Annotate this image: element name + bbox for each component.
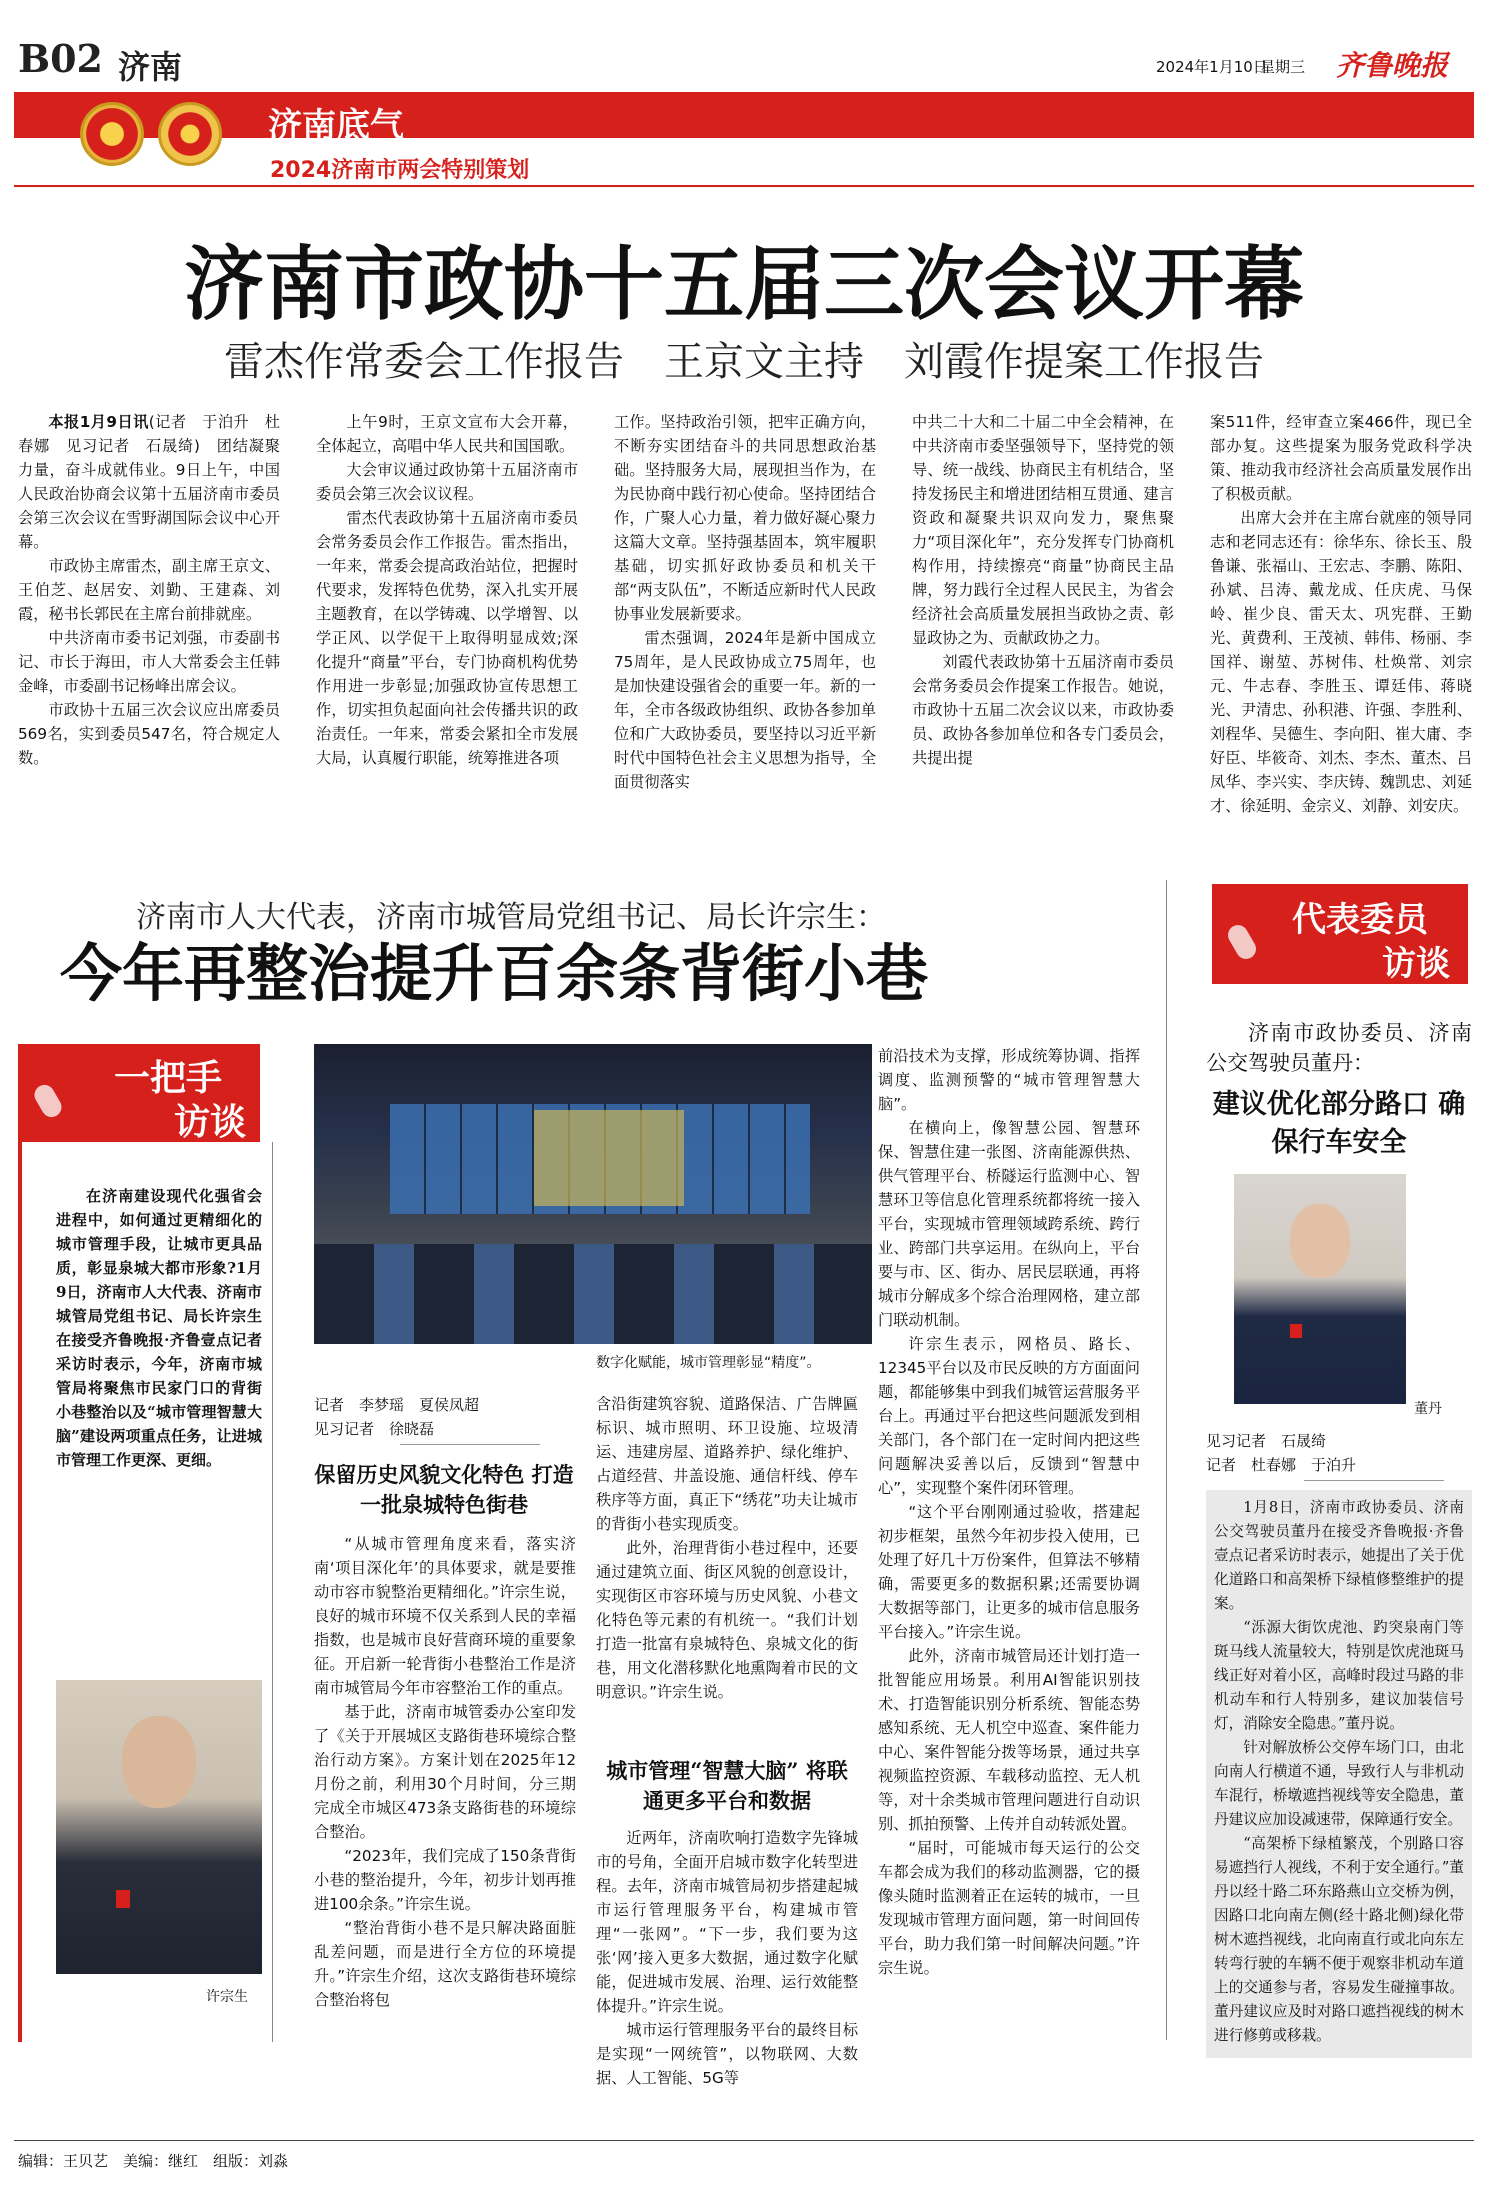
story1-paragraph: 雷杰强调，2024年是新中国成立75周年，是人民政协成立75周年，也是加快建设强省会的重要一年。新的一年，全市各级政协组织、政协各参加单位和广大政协委员，要坚持以习近平新时代中国特色社会主义思想为指导，全面贯彻落实 xyxy=(614,629,876,791)
portrait-caption: 许宗生 xyxy=(206,1989,248,2005)
microphone-icon xyxy=(31,1081,65,1120)
map-screen xyxy=(534,1110,684,1206)
story2-paragraph: “届时，可能城市每天运行的公交车都会成为我们的移动监测器，它的摄像头随时监测着正在运转的城市，一旦发现城市管理方面问题，第一时间回传平台，助力我们第一时间解决问题。”许宗生说。 xyxy=(878,1839,1140,1977)
story2-colB xyxy=(596,1392,858,1704)
story3-paragraph: 针对解放桥公交停车场门口，由北向南人行横道不通，导致行人与非机动车混行，桥墩遮挡视线等安全隐患，董丹建议应加设减速带，保障通行安全。 xyxy=(1214,1739,1464,1828)
sidebar-divider xyxy=(1166,880,1167,2040)
banner-subtitle: 2024济南市两会特别策划 xyxy=(270,158,530,183)
story2-headline: 今年再整治提升百余条背街小巷 xyxy=(60,937,929,1010)
story2-paragraph: 许宗生表示，网格员、路长、12345平台以及市民反映的方方面面问题，都能够集中到我们城管运营服务平台上。再通过平台把这些问题派发到相关部门，各个部门在一定时间内把这些问题解决妥善以后，反馈到“智慧中心”，实现整个案件闭环管理。 xyxy=(878,1335,1140,1497)
kicker-text: 济南市政协委员、济南公交驾驶员董丹： xyxy=(1206,1021,1472,1075)
story1-lead-text: (记者 于泊升 杜春娜 见习记者 石晟绮) 团结凝聚力量，奋斗成就伟业。9日上午，中国人民政治协商会议第十五届济南市委员会第三次会议在雪野湖国际会议中心开幕。 xyxy=(18,413,280,551)
story1-paragraph: 刘霞代表政协第十五届济南市委员会常务委员会作提案工作报告。她说，市政协十五届二次会议以来，市政协委员、政协各参加单位和各专门委员会，共提出提 xyxy=(912,653,1174,767)
section-banner xyxy=(14,92,1474,138)
story2-paragraph: 近两年，济南吹响打造数字先锋城市的号角，全面开启城市数字化转型进程。去年，济南市城管局初步搭建起城市运行管理服务平台，构建城市管理“一张网”。“下一步，我们要为这张‘网’接入更多大数据，通过数字化赋能，促进城市发展、治理、运行效能整体提升。”许宗生说。 xyxy=(596,1829,858,2015)
story3-body xyxy=(1206,1490,1472,2058)
story1-col1 xyxy=(18,410,280,770)
badge-line1: 代表委员 xyxy=(1292,900,1428,940)
interview-badge xyxy=(18,1044,260,1142)
monitor-desks xyxy=(314,1244,872,1344)
story1-paragraph: 中共济南市委书记刘强，市委副书记、市长于海田，市人大常委会主任韩金峰，市委副书记杨峰出席会议。 xyxy=(18,629,280,695)
story2-colB-lower xyxy=(596,1826,858,2090)
page-code: B02 xyxy=(18,36,103,81)
intro-rule xyxy=(18,1142,22,2042)
command-center-photo xyxy=(314,1044,872,1344)
intro-text: 在济南建设现代化强省会进程中，如何通过更精细化的城市管理手段，让城市更具品质，彰显泉城大都市形象?1月9日，济南市人大代表、济南市城管局党组书记、局长许宗生在接受齐鲁晚报·齐鲁壹点记者采访时表示，今年，济南市城管局将聚焦市民家门口的背街小巷整治以及“城市管理智慧大脑”建设两项重点任务，让进城市管理工作更深、更细。 xyxy=(56,1187,262,1469)
story2-paragraph: “整治背街小巷不是只解决路面脏乱差问题，而是进行全方位的环境提升。”许宗生介绍，这次支路街巷环境综合整治将包 xyxy=(314,1919,576,2009)
story2-paragraph: “从城市管理角度来看，落实济南‘项目深化年’的具体要求，就是要推动市容市貌整治更精细化。”许宗生说，良好的城市环境不仅关系到人民的幸福指数，也是城市良好营商环境的重要象征。开启新一轮背街小巷整治工作是济南市城管局今年市容整治工作的重点。 xyxy=(314,1535,576,1697)
banner-title: 济南底气 xyxy=(268,106,404,146)
story1-col3 xyxy=(614,410,876,794)
story3-paragraph: “泺源大街饮虎池、趵突泉南门等斑马线人流量较大，特别是饮虎池斑马线正好对着小区，高峰时段过马路的非机动车和行人特别多，建议加装信号灯，消除安全隐患。”董丹说。 xyxy=(1214,1619,1464,1732)
story3-kicker xyxy=(1206,1018,1472,1078)
story1-paragraph: 雷杰代表政协第十五届济南市委员会常务委员会作工作报告。雷杰指出，一年来，常委会提高政治站位，把握时代要求，发挥特色优势，深入扎实开展主题教育，在以学铸魂、以学增智、以学正风、以学促干上取得明显成效;深化提升“商量”平台，专门协商机构优势作用进一步彰显;加强政协宣传思想工作，切实担负起面向社会传播共识的政治责任。一年来，常委会紧扣全市发展大局，认真履行职能，统筹推进各项 xyxy=(316,509,578,767)
story2-paragraph: 此外，济南市城管局还计划打造一批智能应用场景。利用AI智能识别技术、打造智能识别分析系统、智能态势感知系统、无人机空中巡查、案件能力中心、案件智能分拨等场景，通过共享视频监控资源、车载移动监控、无人机等，对十余类城市管理问题进行自动识别、抓拍预警、上传并自动转派处置。 xyxy=(878,1647,1140,1833)
story2-paragraph: 此外，治理背街小巷过程中，还要通过建筑立面、街区风貌的创意设计，实现街区市容环境与历史风貌、小巷文化特色等元素的有机统一。“我们计划打造一批富有泉城特色、泉城文化的街巷，用文化潜移默化地熏陶着市民的文明意识。”许宗生说。 xyxy=(596,1539,858,1701)
story1-headline: 济南市政协十五届三次会议开幕 xyxy=(184,237,1304,331)
story1-paragraph: 市政协主席雷杰，副主席王京文、王伯芝、赵居安、刘勤、王建森、刘霞，秘书长郭民在主席台前排就座。 xyxy=(18,557,280,623)
story3-paragraph: 1月8日，济南市政协委员、济南公交驾驶员董丹在接受齐鲁晚报·齐鲁壹点记者采访时表示，她提出了关于优化道路口和高架桥下绿植修整维护的提案。 xyxy=(1214,1499,1464,1612)
story1-paragraph: 上午9时，王京文宣布大会开幕，全体起立，高唱中华人民共和国国歌。 xyxy=(316,413,578,455)
badge-line2: 访谈 xyxy=(1382,944,1450,984)
story1-paragraph: 中共二十大和二十届二中全会精神，在中共济南市委坚强领导下，坚持党的领导、统一战线、协商民主有机结合，坚持发扬民主和增进团结相互贯通、建言资政和凝聚共识双向发力，聚焦聚力“项目深化年”，充分发挥专门协商机构作用，持续擦亮“商量”协商民主品牌，努力践行全过程人民民主，为省会经济社会高质量发展担当政协之责、彰显政协之为、贡献政协之力。 xyxy=(912,413,1174,647)
microphone-icon xyxy=(1224,921,1259,962)
story2-subhead-1: 保留历史风貌文化特色 打造一批泉城特色街巷 xyxy=(314,1462,574,1517)
story1-subhead: 雷杰作常委会工作报告 王京文主持 刘霞作提案工作报告 xyxy=(224,339,1264,385)
section-name: 济南 xyxy=(118,48,183,86)
story2-paragraph: “这个平台刚刚通过验收，搭建起初步框架，虽然今年初步投入使用，已处理了好几十万份案件，但算法不够精确，需要更多的数据积累;还需要协调大数据等部门，让更多的城市信息服务平台接入。”许宗生说。 xyxy=(878,1503,1140,1641)
red-badge-icon xyxy=(116,1890,130,1908)
cppcc-emblem-icon xyxy=(158,102,222,166)
footer-rule xyxy=(14,2140,1474,2141)
footer-credits: 编辑：王贝艺 美编：继红 组版：刘淼 xyxy=(18,2152,289,2170)
dateline: 本报1月9日讯 xyxy=(48,413,149,431)
story3-headline: 建议优化部分路口 确保行车安全 xyxy=(1212,1089,1466,1158)
banner-underline xyxy=(14,185,1474,187)
portrait-xu-zongsheng xyxy=(56,1680,262,1974)
issue-date: 2024年1月10日 xyxy=(1156,58,1268,76)
story3-byline-reporters: 记者 杜春娜 于泊升 xyxy=(1206,1456,1357,1474)
red-badge-icon xyxy=(1290,1324,1302,1338)
national-emblem-icon xyxy=(80,102,144,166)
photo-caption: 数字化赋能，城市管理彰显“精度”。 xyxy=(596,1355,821,1371)
story2-paragraph: “2023年，我们完成了150条背街小巷的整治提升，今年，初步计划再推进100余条。”许宗生说。 xyxy=(314,1847,576,1913)
intro-divider xyxy=(272,1142,273,2042)
story2-intro xyxy=(56,1184,262,1472)
story2-colC xyxy=(878,1044,1140,1980)
badge-line1: 一把手 xyxy=(114,1057,223,1099)
story2-subhead-2: 城市管理“智慧大脑” 将联通更多平台和数据 xyxy=(606,1758,848,1813)
story3-byline-trainee: 见习记者 石晟绮 xyxy=(1206,1432,1327,1450)
story1-paragraph: 出席大会并在主席台就座的领导同志和老同志还有：徐华东、徐长玉、殷鲁谦、张福山、王宏志、李鹏、陈阳、孙斌、吕涛、戴龙成、任庆虎、马保岭、崔少良、雷天太、巩宪群、王勤光、黄费利、王茂祯、韩伟、杨丽、李国祥、谢堃、苏树伟、杜焕常、刘宗元、牛志春、李胜玉、谭廷伟、蒋晓光、尹清忠、孙积港、许强、李胜利、刘程华、吴德生、李向阳、崔大庸、李好臣、毕筱奇、刘杰、李杰、董杰、吕凤华、李兴实、李庆铸、魏凯忠、刘延才、徐延明、金宗义、刘静、刘安庆。 xyxy=(1210,509,1472,815)
deputy-interview-badge xyxy=(1212,884,1468,984)
story2-paragraph: 含沿街建筑容貌、道路保洁、广告牌匾标识、城市照明、环卫设施、垃圾清运、违建房屋、道路养护、绿化维护、占道经营、井盖设施、通信杆线、停车秩序等方面，真正下“绣花”功夫让城市的背街小巷实现质变。 xyxy=(596,1395,858,1533)
issue-weekday: 星期三 xyxy=(1260,58,1306,76)
story1-col5 xyxy=(1210,410,1472,818)
story3-paragraph: “高架桥下绿植繁茂，个别路口容易遮挡行人视线，不利于安全通行。”董丹以经十路二环东路燕山立交桥为例，因路口北向南左侧(经十路北侧)绿化带树木遮挡视线，北向南直行或北向东左转弯行驶的车辆不便于观察非机动车道上的交通参与者，容易发生碰撞事故。董丹建议应及时对路口遮挡视线的树木进行修剪或移栽。 xyxy=(1214,1835,1464,2044)
story1-paragraph: 大会审议通过政协第十五届济南市委员会第三次会议议程。 xyxy=(316,461,578,503)
story2-paragraph: 前沿技术为支撑，形成统筹协调、指挥调度、监测预警的“城市管理智慧大脑”。 xyxy=(878,1047,1140,1113)
story1-col2 xyxy=(316,410,578,770)
portrait-caption: 董丹 xyxy=(1414,1401,1442,1417)
story2-byline-reporters: 记者 李梦瑶 夏侯凤超 xyxy=(314,1396,480,1414)
story1-paragraph: 案511件，经审查立案466件，现已全部办复。这些提案为服务党政科学决策、推动我市经济社会高质量发展作出了积极贡献。 xyxy=(1210,413,1472,503)
story2-paragraph: 城市运行管理服务平台的最终目标是实现“一网统管”，以物联网、大数据、人工智能、5G等 xyxy=(596,2021,858,2087)
badge-line2: 访谈 xyxy=(174,1101,247,1143)
story2-kicker: 济南市人大代表，济南市城管局党组书记、局长许宗生： xyxy=(136,900,886,935)
portrait-dong-dan xyxy=(1234,1174,1406,1404)
story1-paragraph: 工作。坚持政治引领，把牢正确方向，不断夯实团结奋斗的共同思想政治基础。坚持服务大局，展现担当作为，在为民协商中践行初心使命。坚持团结合作，广聚人心力量，着力做好凝心聚力这篇大文章。坚持强基固本，筑牢履职基础，切实抓好政协委员和机关干部“两支队伍”，不断适应新时代人民政协事业发展新要求。 xyxy=(614,413,876,623)
story2-colA xyxy=(314,1532,576,2012)
paper-logo: 齐鲁晚报 xyxy=(1336,49,1449,82)
story1-col4 xyxy=(912,410,1174,770)
story2-byline-trainee: 见习记者 徐晓磊 xyxy=(314,1420,435,1438)
story1-paragraph: 市政协十五届三次会议应出席委员569名，实到委员547名，符合规定人数。 xyxy=(18,701,280,767)
story2-paragraph: 在横向上，像智慧公园、智慧环保、智慧住建一张图、济南能源供热、供气管理平台、桥隧运行监测中心、智慧环卫等信息化管理系统都将统一接入平台，实现城市管理领域跨系统、跨行业、跨部门共享运用。在纵向上，平台要与市、区、街办、居民层联通，再将城市分解成多个综合治理网格，建立部门联动机制。 xyxy=(878,1119,1140,1329)
story2-paragraph: 基于此，济南市城管委办公室印发了《关于开展城区支路街巷环境综合整治行动方案》。方案计划在2025年12月份之前，利用30个月时间，分三期完成全市城区473条支路街巷的环境综合整治。 xyxy=(314,1703,576,1841)
